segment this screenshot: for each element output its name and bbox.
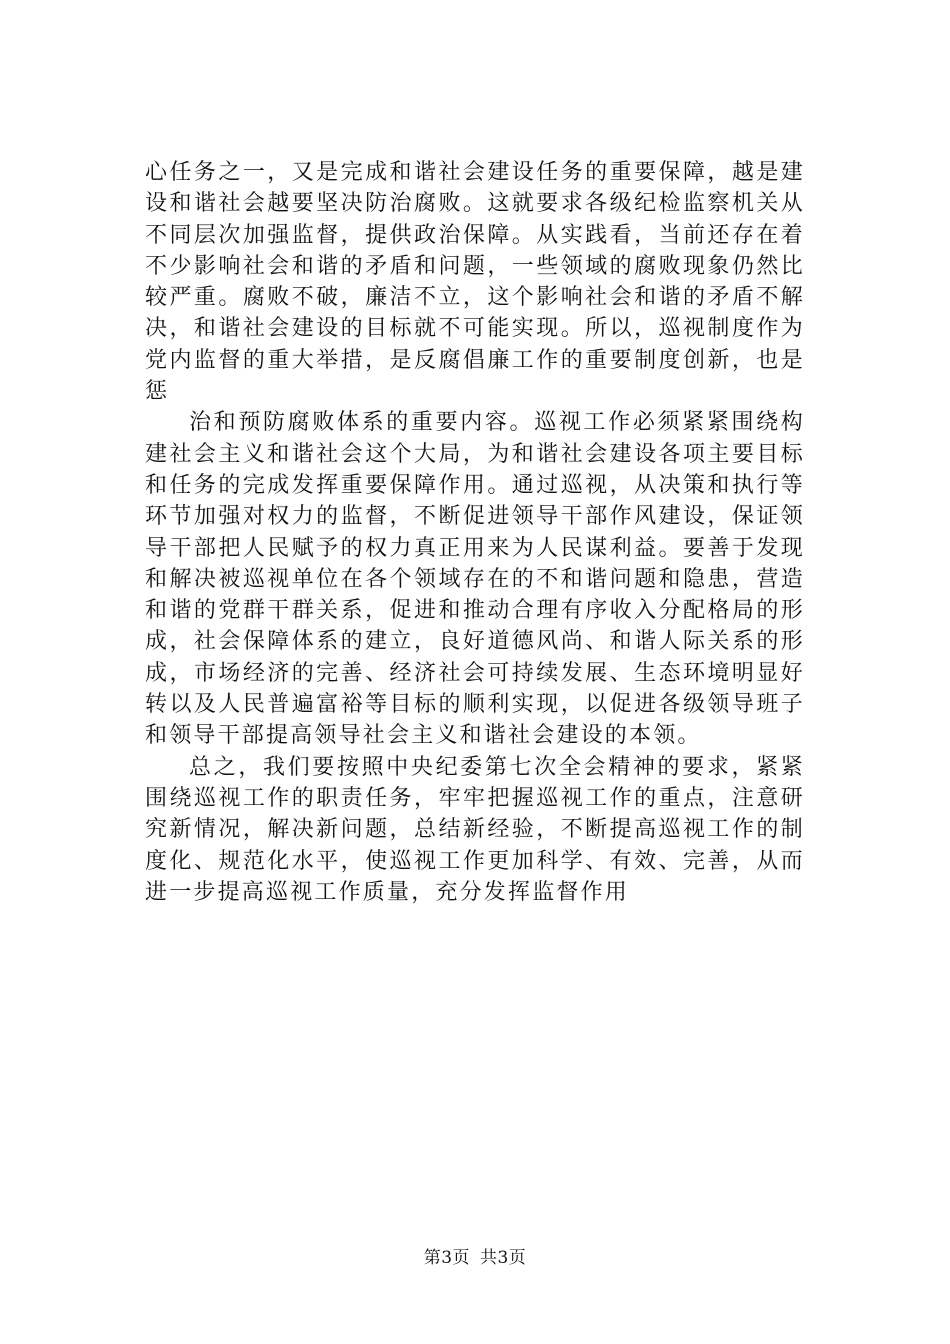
page-number: 第3页 [423,1248,471,1268]
document-body [145,157,805,908]
paragraph-1: 心任务之一，又是完成和谐社会建设任务的重要保障，越是建设和谐社会越要坚决防治腐败。这就要求各级纪检监察机关从不同层次加强监督，提供政治保障。从实践看，当前还存在着不少影响社会和谐的矛盾和问题，一些领域的腐败现象仍然比较严重。腐败不破，廉洁不立，这个影响社会和谐的矛盾不解决，和谐社会建设的目标就不可能实现。所以，巡视制度作为党内监督的重大举措，是反腐倡廉工作的重要制度创新，也是惩 [145,160,805,405]
paragraph-3: 总之，我们要按照中央纪委第七次全会精神的要求，紧紧围绕巡视工作的职责任务，牢牢把握巡视工作的重点，注意研究新情况，解决新问题，总结新经验，不断提高巡视工作的制度化、规范化水平，使巡视工作更加科学、有效、完善，从而进一步提高巡视工作质量，充分发挥监督作用 [145,754,805,905]
page-total: 共3页 [479,1248,527,1268]
paragraph-2: 治和预防腐败体系的重要内容。巡视工作必须紧紧围绕构建社会主义和谐社会这个大局，为和谐社会建设各项主要目标和任务的完成发挥重要保障作用。通过巡视，从决策和执行等环节加强对权力的监督，不断促进领导干部作风建设，保证领导干部把人民赋予的权力真正用来为人民谋利益。要善于发现和解决被巡视单位在各个领域存在的不和谐问题和隐患，营造和谐的党群干群关系，促进和推动合理有序收入分配格局的形成，社会保障体系的建立，良好道德风尚、和谐人际关系的形成，市场经济的完善、经济社会可持续发展、生态环境明显好转以及人民普遍富裕等目标的顺利实现，以促进各级领导班子和领导干部提高领导社会主义和谐社会建设的本领。 [145,410,805,749]
page-footer [0,1243,950,1268]
